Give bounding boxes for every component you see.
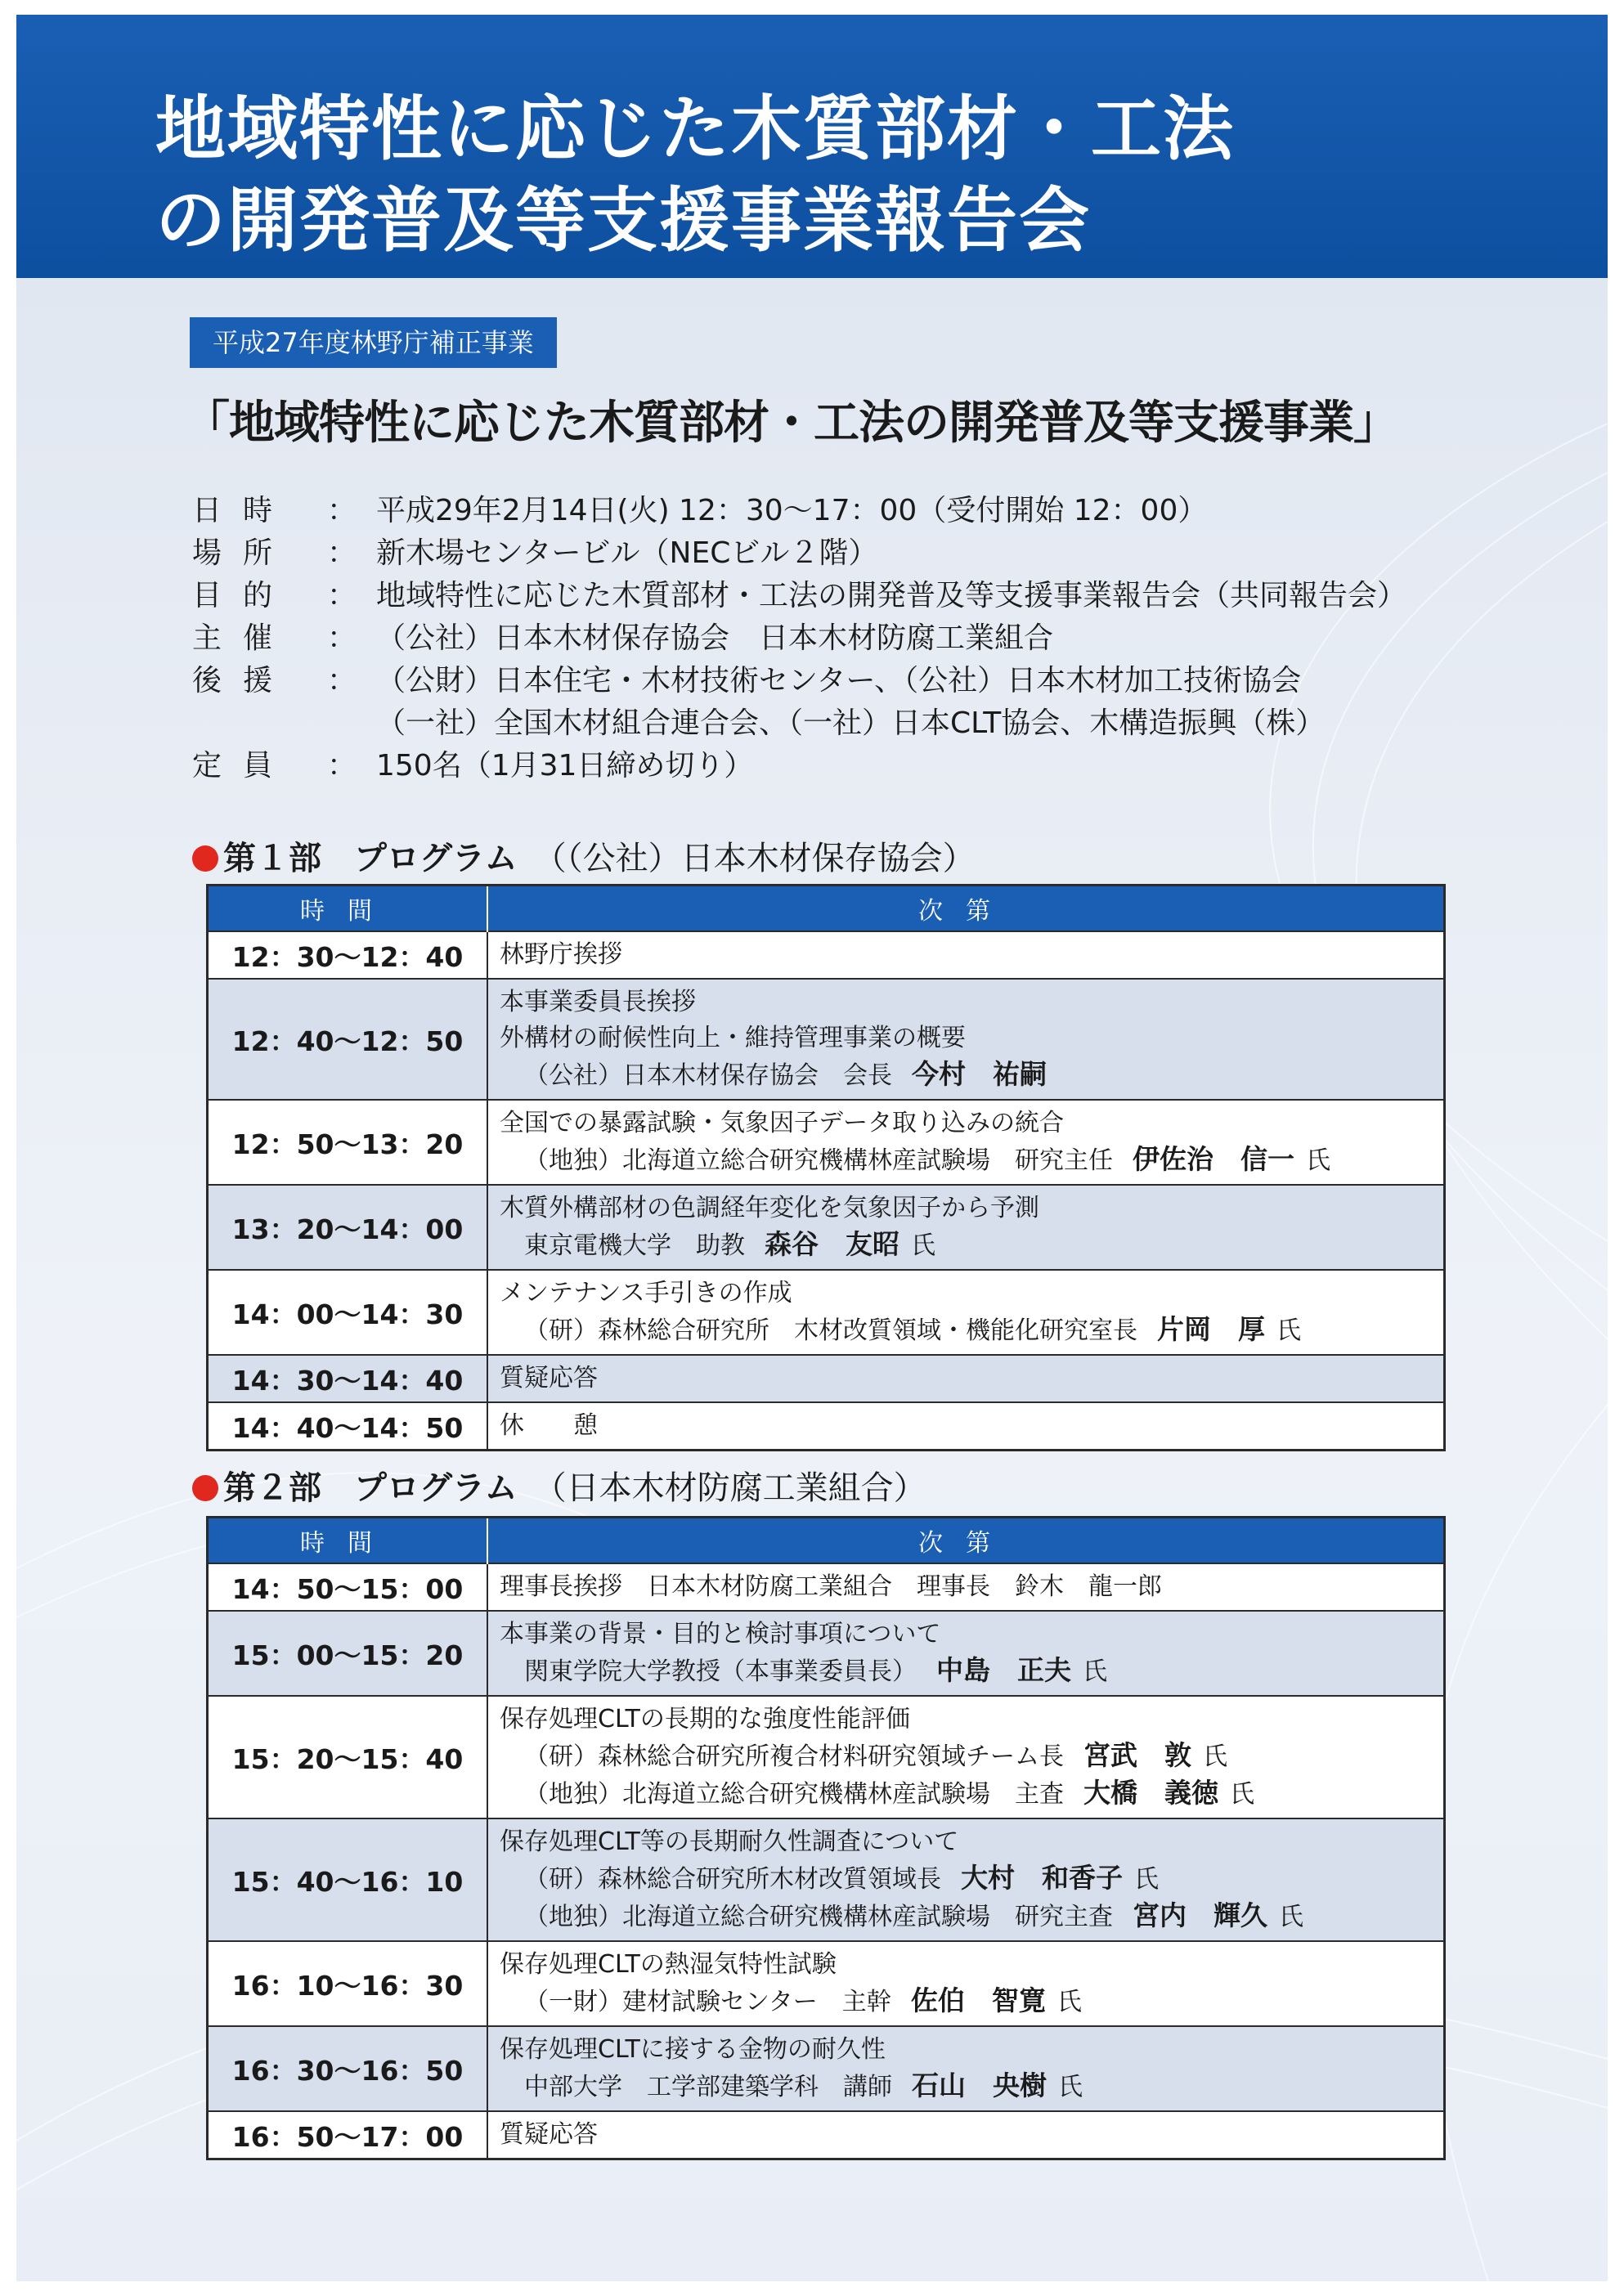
table-row [208, 2111, 1445, 2159]
info-value: 平成29年2月14日(火) 12：30～17：00（受付開始 12：00） [376, 494, 1208, 527]
info-value: 150名（1月31日締め切り） [376, 749, 754, 783]
session-time: 14：30～14：40 [208, 1355, 488, 1402]
speaker-affiliation: （一財）建材試験センター 主幹 [524, 1988, 891, 2016]
fiscal-year-badge: 平成27年度林野庁補正事業 [190, 317, 557, 368]
honorific: 氏 [911, 1231, 935, 1260]
speaker-affiliation: （地独）北海道立総合研究機構林産試験場 研究主任 [524, 1146, 1113, 1175]
session-time: 16：50～17：00 [208, 2111, 488, 2159]
part1-heading [192, 832, 976, 879]
agenda-text: 休 憩 [500, 1411, 598, 1440]
speaker-affiliation: 中部大学 工学部建築学科 講師 [524, 2073, 892, 2101]
agenda-text: 本事業の背景・目的と検討事項について [500, 1620, 941, 1648]
table-row [208, 1355, 1445, 1402]
part2-title: 第２部 プログラム [223, 1469, 518, 1507]
agenda-line [500, 1702, 1432, 1738]
speaker-line [500, 1056, 1432, 1094]
honorific: 氏 [1134, 1865, 1159, 1894]
part2-heading [192, 1462, 926, 1509]
table-row [208, 2026, 1445, 2111]
session-details [487, 1563, 1445, 1611]
info-colon: ： [327, 621, 357, 655]
speaker-name: 片岡 厚 [1157, 1313, 1265, 1345]
flyer-page [16, 15, 1608, 2281]
info-label: 目的 [192, 579, 294, 612]
info-value: （一社）全国木材組合連合会、（一社）日本CLT協会、木構造振興（株） [376, 706, 1326, 740]
session-details [487, 2026, 1445, 2111]
table-row [208, 931, 1445, 979]
agenda-line [500, 1617, 1432, 1652]
info-value: 地域特性に応じた木質部材・工法の開発普及等支援事業報告会（共同報告会） [376, 579, 1407, 612]
agenda-text: 外構材の耐候性向上・維持管理事業の概要 [500, 1024, 966, 1052]
agenda-line [500, 984, 1432, 1020]
speaker-name: 中島 正夫 [936, 1654, 1071, 1686]
info-value: 新木場センタービル（NECビル２階） [376, 536, 878, 570]
agenda-text: 保存処理CLTの熱湿気特性試験 [500, 1950, 837, 1979]
part1-program-table [206, 884, 1446, 1451]
session-details [487, 931, 1445, 979]
part1-title: 第１部 プログラム [223, 840, 518, 877]
info-colon: ： [327, 749, 357, 783]
table-row [208, 1611, 1445, 1696]
table-row [208, 1563, 1445, 1611]
info-value: （公社）日本木材保存協会 日本木材防腐工業組合 [376, 621, 1054, 655]
session-time: 14：00～14：30 [208, 1270, 488, 1355]
honorific: 氏 [1056, 1988, 1082, 2016]
agenda-text: 全国での暴露試験・気象因子データ取り込みの統合 [500, 1109, 1064, 1137]
red-dot-icon [192, 845, 218, 872]
speaker-name: 伊佐治 信一 [1133, 1143, 1294, 1175]
part1-rows [208, 931, 1445, 1451]
honorific: 氏 [1203, 1742, 1227, 1771]
session-details [487, 979, 1445, 1100]
main-title-line-2: の開発普及等支援事業報告会 [155, 180, 1091, 262]
speaker-name: 大橋 義徳 [1083, 1777, 1218, 1809]
agenda-line [500, 2032, 1432, 2068]
time-column-header: 時間 [208, 886, 488, 932]
agenda-line [500, 1569, 1432, 1605]
honorific: 氏 [1058, 2073, 1083, 2101]
agenda-text: 木質外構部材の色調経年変化を気象因子から予測 [500, 1194, 1039, 1222]
agenda-column-header: 次第 [487, 886, 1445, 932]
table-row [208, 1100, 1445, 1185]
session-details [487, 1270, 1445, 1355]
session-time: 14：40～14：50 [208, 1402, 488, 1451]
session-time: 16：30～16：50 [208, 2026, 488, 2111]
agenda-text: 質疑応答 [500, 1364, 598, 1392]
session-time: 13：20～14：00 [208, 1185, 488, 1270]
speaker-affiliation: （地独）北海道立総合研究機構林産試験場 研究主査 [524, 1903, 1113, 1931]
speaker-line [500, 1312, 1432, 1349]
speaker-line [500, 1775, 1432, 1813]
honorific: 氏 [1306, 1146, 1330, 1175]
main-title-line-1: 地域特性に応じた木質部材・工法 [155, 88, 1235, 170]
agenda-line [500, 937, 1432, 973]
agenda-column-header: 次第 [487, 1518, 1445, 1564]
part2-program-table [206, 1516, 1446, 2160]
speaker-line [500, 1860, 1432, 1898]
agenda-text: 理事長挨拶 日本木材防腐工業組合 理事長 鈴木 龍一郎 [500, 1572, 1162, 1601]
table-row [208, 1818, 1445, 1941]
agenda-line [500, 1105, 1432, 1141]
speaker-affiliation: （地独）北海道立総合研究機構林産試験場 主査 [524, 1780, 1064, 1809]
session-details [487, 1185, 1445, 1270]
speaker-line [500, 1983, 1432, 2020]
info-colon: ： [327, 536, 357, 570]
part1-organizer: （（公社）日本木材保存協会） [550, 840, 976, 877]
speaker-line [500, 1898, 1432, 1935]
info-label: 主催 [192, 621, 294, 655]
agenda-line [500, 1824, 1432, 1860]
time-column-header: 時間 [208, 1518, 488, 1564]
title-banner [16, 15, 1608, 278]
agenda-line [500, 1947, 1432, 1983]
session-time: 15：20～15：40 [208, 1696, 488, 1818]
agenda-text: 林野庁挨拶 [500, 940, 622, 969]
info-colon: ： [327, 494, 357, 527]
honorific: 氏 [1279, 1903, 1303, 1931]
part2-rows [208, 1563, 1445, 2159]
info-label: 場所 [192, 536, 294, 570]
speaker-name: 今村 祐嗣 [912, 1058, 1047, 1090]
speaker-name: 佐伯 智寛 [910, 1984, 1046, 2016]
agenda-line [500, 1276, 1432, 1312]
session-details [487, 1402, 1445, 1451]
agenda-line [500, 1191, 1432, 1226]
speaker-name: 石山 央樹 [912, 2070, 1047, 2101]
info-colon: ： [327, 664, 357, 697]
speaker-line [500, 1738, 1432, 1775]
honorific: 氏 [1276, 1316, 1301, 1345]
session-details [487, 1818, 1445, 1941]
session-details [487, 1100, 1445, 1185]
session-details [487, 1696, 1445, 1818]
speaker-name: 大村 和香子 [961, 1862, 1123, 1894]
agenda-text: 保存処理CLT等の長期耐久性調査について [500, 1827, 959, 1856]
session-details [487, 1355, 1445, 1402]
agenda-text: メンテナンス手引きの作成 [500, 1279, 792, 1307]
table-row [208, 1696, 1445, 1818]
agenda-text: 質疑応答 [500, 2120, 598, 2149]
info-label: 後援 [192, 664, 294, 697]
session-time: 12：30～12：40 [208, 931, 488, 979]
agenda-text: 保存処理CLTに接する金物の耐久性 [500, 2035, 886, 2064]
speaker-line [500, 1652, 1432, 1690]
session-time: 16：10～16：30 [208, 1941, 488, 2026]
speaker-affiliation: （研）森林総合研究所複合材料研究領域チーム長 [524, 1742, 1064, 1771]
speaker-affiliation: 東京電機大学 助教 [524, 1231, 745, 1260]
session-time: 15：40～16：10 [208, 1818, 488, 1941]
speaker-line [500, 2068, 1432, 2105]
session-time: 14：50～15：00 [208, 1563, 488, 1611]
agenda-text: 本事業委員長挨拶 [500, 988, 696, 1016]
agenda-text: 保存処理CLTの長期的な強度性能評価 [500, 1705, 910, 1733]
speaker-affiliation: （研）森林総合研究所木材改質領域長 [524, 1865, 941, 1894]
table-row [208, 979, 1445, 1100]
honorific: 氏 [1230, 1780, 1254, 1809]
info-label: 定員 [192, 749, 294, 783]
session-details [487, 2111, 1445, 2159]
agenda-line [500, 1361, 1432, 1397]
speaker-affiliation: 関東学院大学教授（本事業委員長） [524, 1657, 917, 1686]
honorific: 氏 [1083, 1657, 1107, 1686]
speaker-name: 宮武 敦 [1083, 1739, 1191, 1771]
speaker-line [500, 1226, 1432, 1264]
info-label: 日時 [192, 494, 294, 527]
session-time: 12：50～13：20 [208, 1100, 488, 1185]
table-row [208, 1941, 1445, 2026]
part2-organizer: （日本木材防腐工業組合） [550, 1469, 926, 1507]
table-row [208, 1270, 1445, 1355]
speaker-affiliation: （公社）日本木材保存協会 会長 [524, 1061, 892, 1090]
agenda-line [500, 2117, 1432, 2153]
info-colon: ： [327, 579, 357, 612]
agenda-line [500, 1408, 1432, 1444]
agenda-line [500, 1020, 1432, 1056]
table-row [208, 1402, 1445, 1451]
speaker-affiliation: （研）森林総合研究所 木材改質領域・機能化研究室長 [524, 1316, 1137, 1345]
speaker-name: 宮内 輝久 [1133, 1899, 1267, 1931]
session-time: 12：40～12：50 [208, 979, 488, 1100]
session-details [487, 1941, 1445, 2026]
info-value: （公財）日本住宅・木材技術センター、（公社）日本木材加工技術協会 [376, 664, 1302, 697]
speaker-line [500, 1141, 1432, 1179]
red-dot-icon [192, 1475, 218, 1501]
speaker-name: 森谷 友昭 [765, 1228, 899, 1260]
table-row [208, 1185, 1445, 1270]
session-details [487, 1611, 1445, 1696]
session-time: 15：00～15：20 [208, 1611, 488, 1696]
project-name: 「地域特性に応じた木質部材・工法の開発普及等支援事業」 [184, 397, 1398, 450]
